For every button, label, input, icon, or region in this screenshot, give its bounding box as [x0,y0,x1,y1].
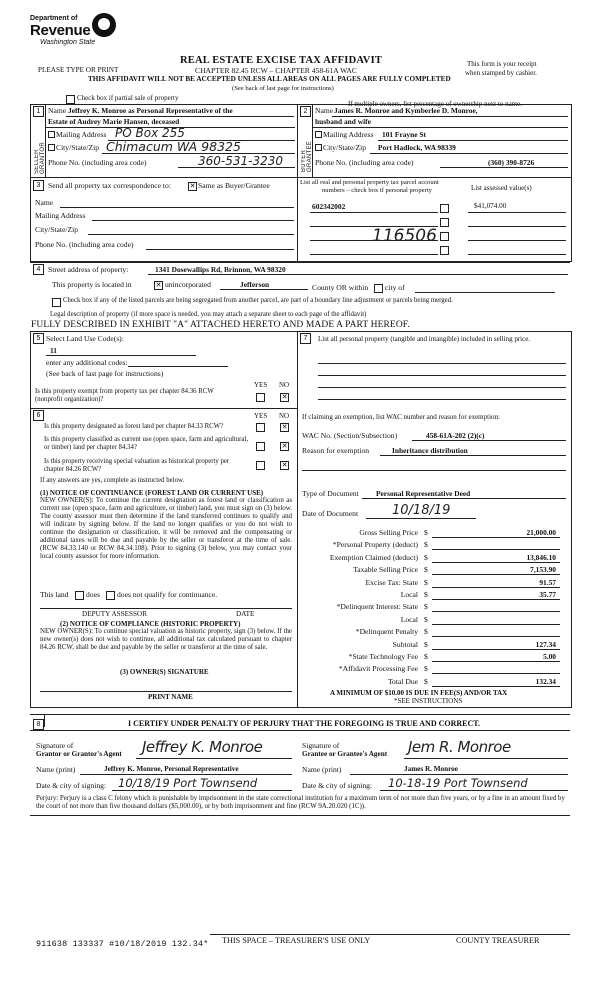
grantor-name-value: Jeffrey K. Monroe, Personal Representative [104,765,239,773]
grantee-date-city-value: 10-18-19 Port Townsend [388,776,528,790]
section-7-number: 7 [300,333,311,344]
corr-name-label: Name [35,198,54,207]
dor-logo [26,13,126,53]
fee-label: *Personal Property (deduct) [332,540,418,549]
fee-label: Gross Selling Price [359,528,418,537]
forest-no-checkbox[interactable]: ✕ [281,423,288,431]
fee-underline [432,587,560,588]
located-in-label: This property is located in [52,280,132,289]
exhibit-line: FULLY DESCRIBED IN EXHIBIT "A" ATTACHED HERETO AND MADE A PART HEREOF. [31,320,410,330]
fee-label: *Delinquent Interest: State [336,602,418,611]
buyer-mailing-label: Mailing Address [323,130,374,139]
parcel-header-1: List all real and personal property tax parcel account [300,179,439,186]
fee-dollar-sign: $ [424,553,428,562]
sec6-yes-label: YES [254,412,268,420]
land-use-code: 11 [50,346,57,355]
owner-signature-label: (3) OWNER(S) SIGNATURE [120,668,209,676]
seller-city-value: Chimacum WA 98325 [106,139,241,154]
legal-desc-label: Legal description of property (if more space is needed, you may attach a separate sheet to each page of the affidavit) [50,311,367,318]
buyer-phone-label: Phone No. (including area code) [315,158,414,167]
fee-value: 127.34 [535,640,556,649]
fee-underline [432,549,560,550]
seller-name-label: Name [48,106,67,115]
county-value: Jefferson [240,280,270,289]
buyer-city-value: Port Hadlock, WA 98339 [378,143,456,152]
historic-yes-checkbox[interactable] [256,461,265,470]
grantor-date-city-label: Date & city of signing: [36,781,107,790]
minimum-fee-note: A MINIMUM OF $10.00 IS DUE IN FEE(S) AND/OR TAX [330,689,508,697]
seller-side-label: SELLER GRANTOR [34,142,46,174]
fee-dollar-sign: $ [424,590,428,599]
print-name-label: PRINT NAME [148,693,193,701]
exemption-claim-label: If claiming an exemption, list WAC number and reason for exemption: [302,413,500,421]
sec6-no-label: NO [279,412,290,420]
section-2-number: 2 [300,106,311,117]
does-label: does [86,590,100,599]
receipt-note-2: when stamped by cashier. [465,69,537,77]
same-as-buyer-checkbox[interactable]: ✕ [189,182,196,190]
send-correspondence-label: Send all property tax correspondence to: [48,181,171,190]
treasurer-use-label: THIS SPACE – TREASURER'S USE ONLY [222,936,371,945]
city-of-label: city of [385,283,405,292]
parcel-personal-checkbox-1[interactable] [440,204,449,213]
seller-name-line1: Jeffrey K. Monroe as Personal Representative of the [68,106,233,115]
fee-dollar-sign: $ [424,565,428,574]
section-8-number: 8 [33,719,44,730]
seller-name-line2: Estate of Audrey Marie Hansen, deceased [48,117,180,126]
land-does-label: This land [40,590,69,599]
additional-codes-label: enter any additional codes: [46,358,128,367]
buyer-side-label: BUYER GRANTEE [301,140,313,172]
please-type: PLEASE TYPE OR PRINT [38,66,119,74]
receipt-note-1: This form is your receipt [467,60,537,68]
seller-mailing-value: PO Box 255 [115,126,185,140]
fee-label: *State Technology Fee [348,652,418,661]
exempt-question: Is this property exempt from property tax per chapter 84.36 RCW (nonprofit organization)? [35,388,214,403]
fee-underline [432,611,560,612]
seller-phone-label: Phone No. (including area code) [48,158,147,167]
fee-value: 35.77 [539,590,556,599]
sig-grantor-signature: Jeffrey K. Monroe [142,738,263,756]
fee-label: Local [400,615,418,624]
seller-phone-value: 360-531-3230 [198,154,284,168]
notice2-body: NEW OWNER(S): To continue special valuation as historic property, sign (3) below. If the new owner(s) does not wish to continue, all additional tax calculated pursuant to chapter 84.26 RCW, shall be due and payable by the seller or transferor at the time of sale. [40,628,292,652]
fee-underline [432,661,560,662]
partial-sale-label: Check box if partial sale of property [77,94,179,102]
seller-mailing-label: Mailing Address [56,130,107,139]
seller-city-label: City/State/Zip [56,143,100,152]
notice1-title: (1) NOTICE OF CONTINUANCE (FOREST LAND OR CURRENT USE) [40,489,264,497]
if-yes-note: If any answers are yes, complete as instructed below. [40,477,185,484]
fee-label: *Affidavit Processing Fee [338,664,418,673]
warning-line: THIS AFFIDAVIT WILL NOT BE ACCEPTED UNLESS ALL AREAS ON ALL PAGES ARE FULLY COMPLETED [88,75,451,83]
segregated-checkbox[interactable] [52,298,61,307]
buyer-name-label: Name [315,106,334,115]
chapter-line: CHAPTER 82.45 RCW – CHAPTER 458-61A WAC [195,66,357,75]
sig-grantee-label-1: Signature of [302,741,340,750]
fee-underline [432,574,560,575]
fee-value: 91.57 [539,578,556,587]
unincorporated-label: unincorporated [165,280,211,289]
does-not-label: does not qualify for continuance. [117,590,218,599]
county-treasurer-label: COUNTY TREASURER [456,936,540,945]
exempt-no-checkbox[interactable]: ✕ [281,393,288,401]
sec5-no-label: NO [279,381,290,389]
fee-dollar-sign: $ [424,615,428,624]
buyer-city-label: City/State/Zip [323,143,367,152]
partial-sale-checkbox[interactable] [66,95,75,104]
section-4-number: 4 [33,264,44,275]
fee-dollar-sign: $ [424,640,428,649]
fee-label: Local [400,590,418,599]
notice1-body: NEW OWNER(S): To continue the current designation as forest land or classification as current use (open space, farm and agriculture, or timber) land, you must sign on (3) below. The county assessor must then determine if the land transferred continues to qualify and will indicate by signing below. If the land no longer qualifies or you do not wish to continue the designation or classification, it will be removed and the compensating or additional taxes will be due and payable by the seller or transferor at the time of sale. (RCW 84.33.140 or RCW 84.34.108). Prior to signing (3) below, you may contact your local county assessor for more information. [40,497,292,561]
city-of-checkbox[interactable] [374,284,383,293]
fee-underline [432,624,560,625]
reason-label: Reason for exemption [302,446,370,455]
fee-label: Taxable Selling Price [353,565,418,574]
sec5-yes-label: YES [254,381,268,389]
parcel-personal-checkbox-3[interactable] [440,232,449,241]
parcel-number: 602342002 [312,202,346,211]
fee-underline [432,649,560,650]
section-3-number: 3 [33,180,44,191]
fee-value: 21,000.00 [526,528,556,537]
sig-grantee-signature: Jem R. Monroe [408,738,511,756]
forest-yes-checkbox[interactable] [256,423,265,432]
fee-underline [432,673,560,674]
corr-phone-label: Phone No. (including area code) [35,240,134,249]
land-use-see-back: (See back of last page for instructions) [46,369,164,378]
perjury-text: Perjury: Perjury is a class C felony which is punishable by imprisonment in the state correctional institution for a maximum term of not more than five years, or by a fine in an amount fixed by the court of not more than five thousand dollars ($5,000.00), or by both imprisonment and fine (RCW 9A.20.020 (1C)). [36,795,565,811]
dor-dept-state: Washington State [40,39,96,46]
current-use-no-checkbox[interactable]: ✕ [281,442,288,450]
parcel-header-2: numbers – check box if personal property [322,187,432,194]
buyer-phone-value: (360) 390-8726 [488,158,535,167]
fee-underline [432,537,560,538]
doc-date-label: Date of Document [302,509,359,518]
dor-dept-name: Revenue [30,22,91,39]
certify-line: I CERTIFY UNDER PENALTY OF PERJURY THAT THE FOREGOING IS TRUE AND CORRECT. [128,719,481,728]
historic-no-checkbox[interactable]: ✕ [281,461,288,469]
fee-dollar-sign: $ [424,627,428,636]
fee-dollar-sign: $ [424,664,428,673]
fee-value: 132.34 [535,677,556,686]
fee-dollar-sign: $ [424,578,428,587]
fee-value: 5.00 [543,652,556,661]
doc-type-value: Personal Representative Deed [376,489,471,498]
buyer-name-line1: James R. Monroe and Kymberlee D. Monroe, [334,106,478,115]
deputy-assessor-label: DEPUTY ASSESSOR [82,610,148,618]
fee-underline [432,599,560,600]
street-value: 1341 Dosewallips Rd, Brinnon, WA 98320 [155,265,286,274]
dor-dept-top: Department of [30,15,78,22]
sig-grantor-label-2: Grantor or Grantor's Agent [36,750,122,758]
wac-label: WAC No. (Section/Subsection) [302,431,398,440]
land-does-checkbox[interactable] [75,591,84,600]
see-back-header: (See back of last page for instructions) [232,85,334,92]
land-use-label: Select Land Use Code(s): [46,334,124,343]
fee-dollar-sign: $ [424,652,428,661]
county-or-label: County OR within [312,283,369,292]
buyer-mailing-value: 101 Frayne St [382,130,426,139]
historic-question: Is this property receiving special valuation as historical property per chapter 84.26 RCW? [44,458,230,473]
multiple-owners-note: If multiple owners, list percentage of ownership next to name. [348,100,522,108]
fee-underline [432,562,560,563]
sig-grantor-label-1: Signature of [36,741,74,750]
doc-date-value: 10/18/19 [392,503,451,518]
fee-dollar-sign: $ [424,602,428,611]
segregated-label: Check box if any of the listed parcels are being segregated from another parcel, are part of a boundary line adjustment or parcels being merged. [63,297,453,304]
grantee-name-value: James R. Monroe [404,765,458,773]
forest-question: Is this property designated as forest land per chapter 84.33 RCW? [44,423,224,430]
current-use-yes-checkbox[interactable] [256,442,265,451]
exempt-yes-checkbox[interactable] [256,393,265,402]
reason-value: Inheritance distribution [392,446,468,455]
fee-label: Subtotal [392,640,418,649]
assessed-header: List assessed value(s) [471,184,532,192]
personal-property-label: List all personal property (tangible and intangible) included in selling price. [318,335,531,343]
current-use-question: Is this property classified as current use (open space, farm and agricultural, or timber) land per chapter 84.34? [44,436,249,451]
fee-value: 13,846.10 [526,553,556,562]
fee-value: 7,153.90 [530,565,556,574]
see-instructions-note: *SEE INSTRUCTIONS [394,697,463,705]
notice2-title: (2) NOTICE OF COMPLIANCE (HISTORIC PROPERTY) [60,620,241,628]
grantee-name-label: Name (print) [302,765,342,774]
section-6-number: 6 [33,410,44,421]
grantor-name-label: Name (print) [36,765,76,774]
parcel-personal-checkbox-4[interactable] [440,246,449,255]
fee-label: Excise Tax: State [365,578,418,587]
form-title: REAL ESTATE EXCISE TAX AFFIDAVIT [180,55,383,66]
fee-underline [432,636,560,637]
same-as-buyer-label: Same as Buyer/Grantee [198,181,270,190]
treasurer-stamp: 911638 133337 #10/18/2019 132.34* [36,939,209,949]
buyer-name-line2: husband and wife [315,117,371,126]
corr-mailing-label: Mailing Address [35,211,86,220]
grantor-date-city-value: 10/18/19 Port Townsend [118,776,258,790]
fee-label: Exemption Claimed (deduct) [329,553,418,562]
fee-dollar-sign: $ [424,540,428,549]
assessed-value: $41,074.00 [474,202,507,210]
grantee-date-city-label: Date & city of signing: [302,781,373,790]
land-does-not-checkbox[interactable] [106,591,115,600]
section-1-number: 1 [33,106,44,117]
wac-value: 458-61A-202 (2)(c) [426,431,485,440]
perjury-note [36,795,568,811]
corr-city-label: City/State/Zip [35,225,79,234]
sig-grantee-label-2: Grantee or Grantee's Agent [302,750,388,758]
fee-underline [432,686,560,687]
fee-dollar-sign: $ [424,677,428,686]
fee-label: Total Due [387,677,418,686]
parcel-personal-checkbox-2[interactable] [440,218,449,227]
street-label: Street address of property: [48,265,129,274]
handwritten-parcel: 116506 [372,226,437,246]
doc-type-label: Type of Document [302,489,359,498]
section-5-number: 5 [33,333,44,344]
fee-dollar-sign: $ [424,528,428,537]
unincorporated-checkbox[interactable]: ✕ [155,281,162,289]
fee-label: *Delinquent Penalty [355,627,418,636]
deputy-date-label: DATE [236,610,255,618]
